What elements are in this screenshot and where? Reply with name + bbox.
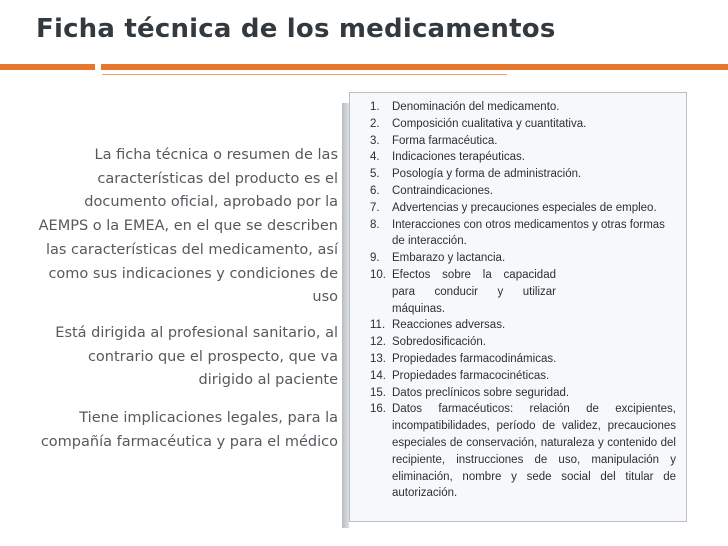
list-number: 4. <box>370 151 380 164</box>
list-number: 11. <box>370 319 386 332</box>
list-item <box>370 200 676 217</box>
list-number: 1. <box>370 101 380 113</box>
list-item <box>370 183 676 200</box>
list-item <box>370 334 676 351</box>
list-number: 9. <box>370 252 380 265</box>
list-number: 6. <box>370 184 380 197</box>
list-text: Datos preclínicos sobre seguridad. <box>392 386 570 399</box>
list-text: Datos farmacéuticos: relación de excipientes, incompatibilidades, período de validez, precauciones especiales de conservación, naturaleza y contenido del recipiente, instrucciones de uso, manipulación y eliminación, nombre y sede social del titular de autorización. <box>392 403 676 500</box>
list-text: Propiedades farmacodinámicas. <box>392 352 557 365</box>
list-text: Efectos sobre la capacidad para conducir y utilizar máquinas. <box>392 268 556 315</box>
list-item <box>370 116 676 133</box>
underline-notch <box>95 64 101 70</box>
list-text: Indicaciones terapéuticas. <box>392 151 525 164</box>
list-item <box>370 166 676 183</box>
list-item <box>370 351 676 368</box>
list-item <box>370 149 676 166</box>
list-text: Embarazo y lactancia. <box>392 252 506 265</box>
list-text: Propiedades farmacocinéticas. <box>392 369 550 382</box>
list-text: Sobredosificación. <box>392 336 486 349</box>
list-number: 2. <box>370 117 380 130</box>
list-item <box>370 250 676 267</box>
list-text: Advertencias y precauciones especiales de empleo. <box>392 201 657 214</box>
list-text: Composición cualitativa y cuantitativa. <box>392 117 587 130</box>
list-number: 14. <box>370 369 386 382</box>
list-item <box>370 133 676 150</box>
list-item <box>370 368 676 385</box>
list-text: Interacciones con otros medicamentos y otras formas de interacción. <box>392 218 665 248</box>
paragraph-audience <box>36 322 338 393</box>
list-item <box>370 401 676 502</box>
list-number: 8. <box>370 218 380 231</box>
paragraph-text: Está dirigida al profesional sanitario, al contrario que el prospecto, que va dirigido al paciente <box>55 325 338 389</box>
paragraph-text: Tiene implicaciones legales, para la compañía farmacéutica y para el médico <box>40 410 338 450</box>
list-number: 7. <box>370 201 380 214</box>
divider-line <box>102 74 507 75</box>
list-text: Denominación del medicamento. <box>392 101 560 113</box>
list-item <box>370 317 676 334</box>
list-text: Contraindicaciones. <box>392 184 494 197</box>
contents-list-image <box>349 92 687 522</box>
list-number: 3. <box>370 134 380 147</box>
list-number: 16. <box>370 403 386 416</box>
list-number: 13. <box>370 352 386 365</box>
title-underline-bar <box>0 64 728 70</box>
list-item <box>370 385 676 402</box>
list-number: 15. <box>370 386 386 399</box>
list-number: 12. <box>370 336 386 349</box>
paragraph-definition <box>36 144 338 310</box>
contents-list <box>370 99 676 502</box>
list-item <box>370 217 676 251</box>
slide-title: Ficha técnica de los medicamentos <box>36 14 556 44</box>
list-item <box>370 99 676 116</box>
list-text: Reacciones adversas. <box>392 319 506 332</box>
list-text: Forma farmacéutica. <box>392 134 498 147</box>
list-item <box>370 267 676 317</box>
paragraph-text: La ficha técnica o resumen de las características del producto es el documento oficial, aprobado por la AEMPS o la EMEA, en el que se describen las características del medicamento, así como sus indicaciones y condiciones de uso <box>38 147 338 306</box>
paragraph-legal <box>36 407 338 454</box>
list-number: 5. <box>370 168 380 181</box>
list-number: 10. <box>370 268 386 281</box>
list-text: Posología y forma de administración. <box>392 168 582 181</box>
